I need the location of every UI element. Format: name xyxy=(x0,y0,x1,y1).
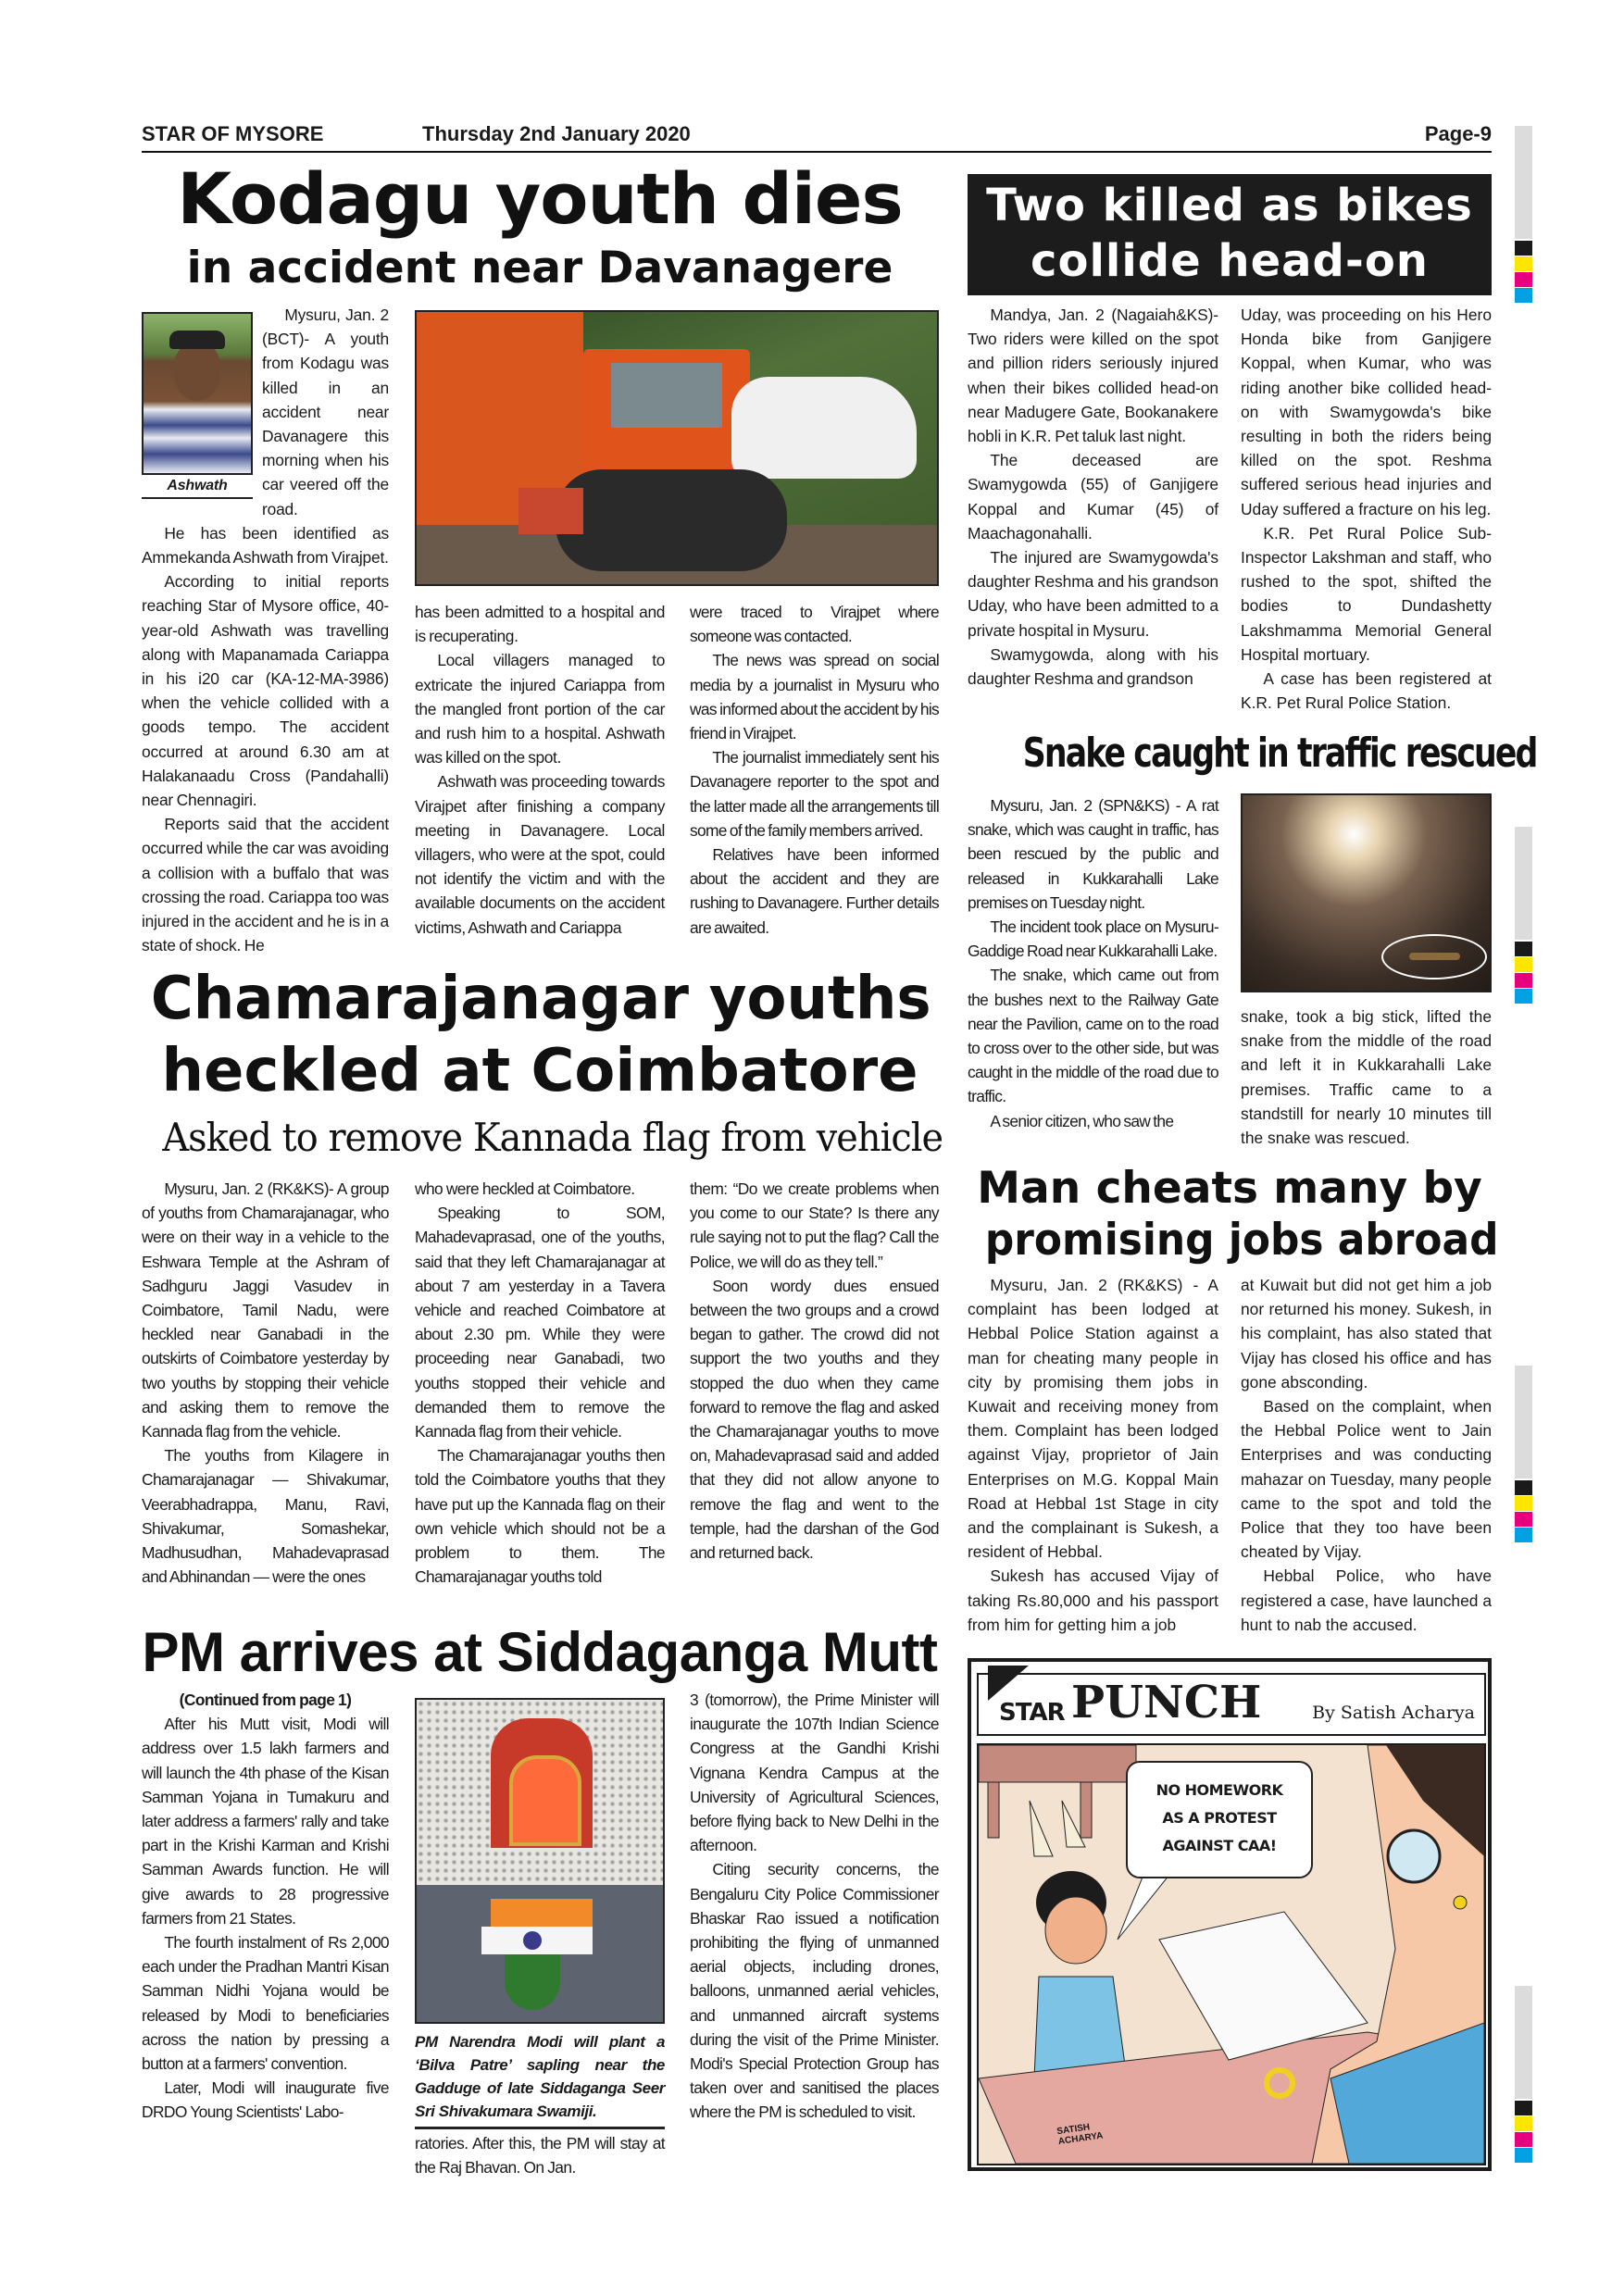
register-strip xyxy=(1515,1366,1532,1479)
headline-box xyxy=(968,174,1492,295)
paragraph: who were heckled at Coimbatore. xyxy=(415,1179,635,1198)
register-cyan xyxy=(1515,1528,1532,1542)
accident-photo xyxy=(415,310,939,586)
paragraph: After his Mutt visit, Modi will address over 1.5 lakh farmers and will launch the 4th phase of the Kisan Samman Yojana in Tumakuru and later address a farmers' rally and take part in the Krishi Karman and Krishi Samman Awards function. He will give awards to 28 progressive farmers from 21 States. xyxy=(142,1715,389,1928)
register-black xyxy=(1515,2101,1532,2115)
paragraph: Uday, was proceeding on his Hero Honda bike from Ganjigere Koppal, when Kumar, who was riding another bike collided head-on with Swamygowda's bike resulting in both the riders being killed on the spot. Reshma suffered serious head injuries and Uday suffered a fracture on his leg. xyxy=(1241,306,1492,518)
inset-caption: Ashwath xyxy=(142,475,253,499)
paragraph: According to initial reports reaching Star of Mysore office, 40-year-old Ashwath was travelling along with Mapanamada Cariappa in his i20 car (KA-12-MA-3986) when the vehicle collided with a goods tempo. The accident occurred at around 6.30 am at Halakanaadu Cross (Pandahalli) near Chennagiri. xyxy=(142,572,389,810)
paragraph: The news was spread on social media by a journalist in Mysuru who was informed about the accident by his friend in Virajpet. xyxy=(690,651,939,743)
headline: Two killed as bikes xyxy=(986,180,1473,231)
cartoon-panel xyxy=(977,1743,1486,2165)
byline: By Satish Acharya xyxy=(1312,1703,1475,1723)
register-black xyxy=(1515,241,1532,256)
headline-line-2: collide head-on xyxy=(1031,235,1429,287)
headline: PM arrives at Siddaganga Mutt xyxy=(142,1621,938,1683)
paragraph: The injured are Swamygowda's daughter Reshma and his grandson Uday, who have been admitted to a private hospital in Mysuru. xyxy=(968,548,1218,640)
paragraph: Citing security concerns, the Bengaluru City Police Commissioner Bhaskar Rao issued a notification prohibiting the flying of unmanned aerial objects, including drones, balloons, unmanned aerial vehicles, and unmanned aircraft systems during the visit of the Prime Minister. Modi's Special Protection Group has taken over and sanitised the places where the PM is scheduled to visit. xyxy=(690,1860,939,2122)
star-punch-cartoon xyxy=(968,1658,1492,2171)
speech-bubble xyxy=(1127,1777,1312,1860)
register-magenta xyxy=(1515,1512,1532,1527)
paragraph: K.R. Pet Rural Police Sub-Inspector Lakshman and staff, who rushed to the spot, shifted the bodies to Dundashetty Lakshmamma Memorial General Hospital mortuary. xyxy=(1241,523,1492,664)
paragraph: Swamygowda, along with his daughter Reshma and grandson xyxy=(968,644,1218,689)
register-black xyxy=(1515,1480,1532,1495)
artist-signature: SATISH ACHARYA xyxy=(1056,2122,1105,2148)
paragraph: has been admitted to a hospital and is recuperating. xyxy=(415,603,665,646)
paragraph: Mysuru, Jan. 2 (RK&KS) - A complaint has been lodged at Hebbal Police Station against a man for cheating many people in city by promising them jobs in Kuwait and receiving money from them. Complaint has been lodged against Vijay, proprietor of Jain Enterprises on M.G. Koppal Main Road at Hebbal 1st Stage in city and the complainant is Sukesh, a resident of Hebbal. xyxy=(968,1276,1218,1562)
inset-photo xyxy=(142,312,253,499)
register-yellow xyxy=(1515,2116,1532,2131)
paragraph: The incident took place on Mysuru-Gaddige Road near Kukkarahalli Lake. xyxy=(968,917,1218,961)
masthead-rule xyxy=(142,151,1492,153)
column-1 xyxy=(142,1177,389,1589)
gadduge-photo xyxy=(415,1698,665,2024)
column-1 xyxy=(142,1688,389,2125)
column-1 xyxy=(968,303,1218,691)
register-cyan xyxy=(1515,2148,1532,2163)
register-magenta xyxy=(1515,973,1532,988)
corner-flag-icon xyxy=(988,1666,1029,1701)
headline: Kodagu youth dies xyxy=(177,157,903,240)
snake-photo xyxy=(1241,793,1492,992)
paper-name: STAR OF MYSORE xyxy=(142,122,324,145)
paragraph: snake, took a big stick, lifted the snake from the middle of the road and left it in Kukkarahalli Lake premises. Traffic came to a standstill for nearly 10 minutes till the snake was rescued. xyxy=(1241,1007,1492,1148)
paragraph: Later, Modi will inaugurate five DRDO Young Scientists' Labo- xyxy=(142,2078,389,2122)
photo-caption: PM Narendra Modi will plant a ‘Bilva Patre’ sapling near the Gadduge of late Siddaganga Seer Sri Shivakumara Swamiji. xyxy=(415,2030,665,2129)
headline: Man cheats many by xyxy=(977,1163,1482,1214)
paragraph: A case has been registered at K.R. Pet Rural Police Station. xyxy=(1241,669,1492,713)
column-2 xyxy=(1241,1004,1492,1150)
bubble-line: NO HOMEWORK xyxy=(1156,1781,1283,1799)
page-number: Page-9 xyxy=(1424,122,1492,145)
headline-line-2: promising jobs abroad xyxy=(984,1215,1499,1266)
paragraph: Mysuru, Jan. 2 (BCT)- A youth from Kodagu was killed in an accident near Davanagere this morning when his car veered off the road. xyxy=(262,306,389,518)
headline-line-2: heckled at Coimbatore xyxy=(161,1037,918,1105)
register-yellow xyxy=(1515,256,1532,271)
paragraph: (Continued from page 1) xyxy=(179,1691,352,1709)
register-cyan xyxy=(1515,288,1532,303)
paragraph: A senior citizen, who saw the xyxy=(990,1111,1174,1130)
portrait-ashwath xyxy=(142,312,253,475)
paragraph: He has been identified as Ammekanda Ashwath from Virajpet. xyxy=(142,523,389,568)
column-1 xyxy=(968,793,1218,1133)
paragraph: Ashwath was proceeding towards Virajpet after finishing a company meeting in Davanagere. Local villagers, who were at the spot, could not identify the victim and with the available documents on the accident victims, Ashwath and Cariappa xyxy=(415,772,665,937)
star-punch-header xyxy=(977,1673,1486,1736)
headline: Chamarajanagar youths xyxy=(150,965,931,1033)
paragraph: Mandya, Jan. 2 (Nagaiah&KS)- Two riders were killed on the spot and pillion riders seriously injured when their bikes collided head-on near Madugere Gate, Bookanakere hobli in K.R. Pet taluk last night. xyxy=(968,306,1218,446)
column-3 xyxy=(690,1688,939,2125)
star-label: STAR xyxy=(999,1699,1065,1727)
paragraph: 3 (tomorrow), the Prime Minister will inaugurate the 107th Indian Science Congress at the Gandhi Krishi Vignana Kendra Campus at the University of Agricultural Sciences, before flying back to New Delhi in the afternoon. xyxy=(690,1691,939,1855)
column-2 xyxy=(415,600,665,940)
paragraph: Mysuru, Jan. 2 (SPN&KS) - A rat snake, which was caught in traffic, has been rescued by the public and released in Kukkarahalli Lake premises on Tuesday night. xyxy=(968,796,1218,912)
paragraph: Local villagers managed to extricate the injured Cariappa from the mangled front portion of the car and rush him to a hospital. Ashwath was killed on the spot. xyxy=(415,651,665,767)
issue-date: Thursday 2nd January 2020 xyxy=(422,122,691,145)
paragraph: The youths from Kilagere in Chamarajanagar — Shivakumar, Veerabhadrappa, Manu, Ravi, Shivakumar, Somashekar, Madhusudhan, Mahadevaprasad and Abhinandan — were the ones xyxy=(142,1446,389,1587)
register-strip xyxy=(1515,827,1532,940)
bubble-line: AS A PROTEST xyxy=(1162,1809,1277,1827)
punch-label: PUNCH xyxy=(1071,1677,1262,1728)
paragraph: The snake, which came out from the bushes next to the Railway Gate near the Pavilion, came on to the road to cross over to the other side, but was caught in the middle of the road due to traffic. xyxy=(968,966,1218,1106)
headline: Snake caught in traffic rescued xyxy=(1022,730,1537,777)
paragraph: Reports said that the accident occurred while the car was avoiding a collision with a buffalo that was crossing the road. Cariappa too was injured in the accident and he is in a state of shock. He xyxy=(142,815,389,955)
subheadline: in accident near Davanagere xyxy=(186,243,893,293)
paragraph: ratories. After this, the PM will stay at the Raj Bhavan. On Jan. xyxy=(415,2134,665,2177)
paragraph: The fourth instalment of Rs 2,000 each under the Pradhan Mantri Kisan Samman Nidhi Yojana would be released by Modi to beneficiaries across the nation by pressing a button at a farmers' convention. xyxy=(142,1933,389,2074)
column-3 xyxy=(690,1177,939,1565)
paragraph: at Kuwait but did not get him a job nor returned his money. Sukesh, in his complaint, has also stated that Vijay has closed his office and has gone absconding. xyxy=(1241,1276,1492,1391)
paragraph: Mysuru, Jan. 2 (RK&KS)- A group of youths from Chamarajanagar, who were on their way in a vehicle to the Eshwara Temple at the Ashram of Sadhguru Jaggi Vasudev in Coimbatore, Tamil Nadu, were heckled near Ganabadi in the outskirts of Coimbatore yesterday by two youths by stopping their vehicle and asking them to remove the Kannada flag from the vehicle. xyxy=(142,1179,389,1441)
register-strip xyxy=(1515,1986,1532,2099)
paragraph: Based on the complaint, when the Hebbal Police went to Jain Enterprises and was conducting mahazar on Tuesday, many people came to the spot and told the Police that they too have been cheated by Vijay. xyxy=(1241,1397,1492,1562)
register-yellow xyxy=(1515,1496,1532,1511)
paragraph: Relatives have been informed about the accident and they are rushing to Davanagere. Further details are awaited. xyxy=(690,845,939,937)
register-magenta xyxy=(1515,2132,1532,2147)
column-2 xyxy=(1241,1273,1492,1637)
register-magenta xyxy=(1515,272,1532,287)
paragraph: The journalist immediately sent his Davanagere reporter to the spot and the latter made all the arrangements till some of the family members arrived. xyxy=(690,748,939,840)
column-2 xyxy=(1241,303,1492,715)
paragraph: The deceased are Swamygowda (55) of Ganjigere Koppal and Kumar (45) of Maachagonahalli. xyxy=(968,451,1218,543)
paragraph: The Chamarajanagar youths then told the Coimbatore youths that they have put up the Kannada flag on their own vehicle which should not be a problem to them. The Chamarajanagar youths told xyxy=(415,1446,665,1587)
register-black xyxy=(1515,942,1532,956)
paragraph: were traced to Virajpet where someone was contacted. xyxy=(690,603,939,646)
paragraph: Sukesh has accused Vijay of taking Rs.80,000 and his passport from him for getting him a job xyxy=(968,1566,1218,1634)
column-2 xyxy=(415,2131,665,2179)
register-yellow xyxy=(1515,957,1532,972)
register-cyan xyxy=(1515,989,1532,1004)
paragraph: Hebbal Police, who have registered a case, have launched a hunt to nab the accused. xyxy=(1241,1566,1492,1634)
bubble-line: AGAINST CAA! xyxy=(1162,1837,1277,1854)
column-1 xyxy=(142,303,389,957)
column-2 xyxy=(415,1177,665,1589)
column-1 xyxy=(968,1273,1218,1637)
paragraph: Speaking to SOM, Mahadevaprasad, one of the youths, said that they left Chamarajanagar at about 7 am yesterday in a Tavera vehicle and reached Coimbatore at about 2.30 pm. While they were proceeding near Ganabadi, two youths stopped their vehicle and demanded them to remove the Kannada flag from their vehicle. xyxy=(415,1204,665,1441)
paragraph: Soon wordy dues ensued between the two groups and a crowd began to gather. The crowd did not support the two youths and they stopped the duo when they came forward to remove the flag and asked the Chamarajanagar youths to move on, Mahadevaprasad said and added that they did not allow anyone to remove the flag and went to the temple, had the darshan of the God and returned back. xyxy=(690,1276,939,1563)
subheadline: Asked to remove Kannada flag from vehicle xyxy=(162,1115,943,1160)
column-3 xyxy=(690,600,939,940)
register-strip xyxy=(1515,126,1532,239)
paragraph: them: “Do we create problems when you come to our State? Is there any rule saying not to put the flag? Call the Police, we will do as they tell.” xyxy=(690,1179,939,1271)
